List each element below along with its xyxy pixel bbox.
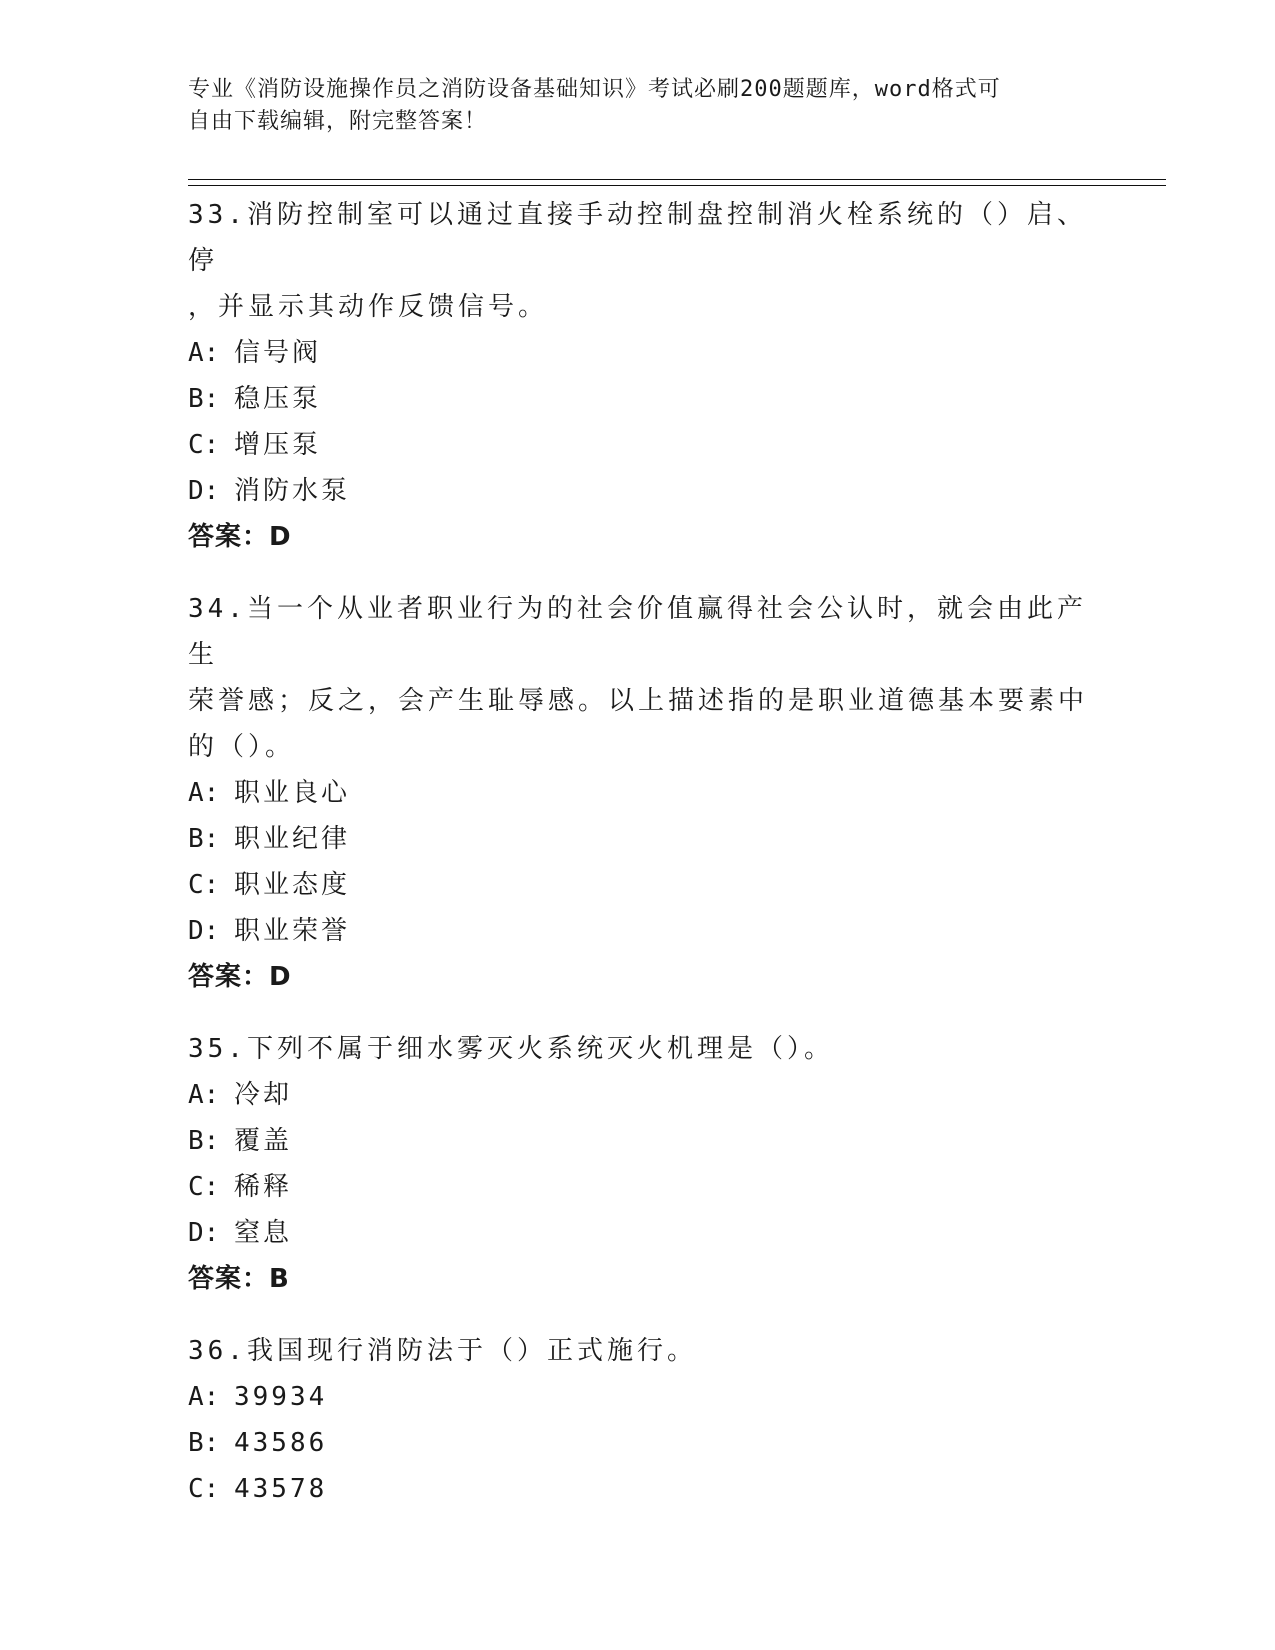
option-text: 冷却 [234,1080,293,1110]
option-c [188,422,1088,468]
question-3 [188,1026,1088,1302]
header-line-2: 自由下载编辑，附完整答案！ [188,109,488,134]
option-text: 窒息 [234,1218,293,1248]
header-line-1: 专业《消防设施操作员之消防设备基础知识》考试必刷200题题库，word格式可 [188,77,1001,102]
option-text: 覆盖 [234,1126,293,1156]
option-b [188,816,1088,862]
option-text: 职业纪律 [234,824,351,854]
option-text: 职业态度 [234,870,351,900]
option-letter: D: [188,1218,220,1248]
option-letter: C: [188,870,220,900]
option-b [188,1118,1088,1164]
option-a [188,1374,1088,1420]
header-divider-bottom [188,185,1166,186]
option-text: 43586 [234,1428,328,1458]
option-letter: D: [188,916,220,946]
question-stem-line: 36.我国现行消防法于（）正式施行。 [188,1336,697,1366]
answer-line: 答案：D [188,522,292,552]
option-letter: D: [188,476,220,506]
option-letter: C: [188,430,220,460]
option-text: 稀释 [234,1172,293,1202]
option-text: 稳压泵 [234,384,322,414]
option-a [188,1072,1088,1118]
document-header [188,74,1088,138]
question-1 [188,192,1088,560]
option-text: 39934 [234,1382,328,1412]
question-stem-line: 33.消防控制室可以通过直接手动控制盘控制消火栓系统的（）启、停 [188,200,1087,276]
question-4 [188,1328,1088,1512]
option-letter: C: [188,1172,220,1202]
answer-line: 答案：D [188,962,292,992]
question-stem-line: 荣誉感；反之，会产生耻辱感。以上描述指的是职业道德基本要素中 [188,686,1089,716]
answer-line: 答案：B [188,1264,290,1294]
question-stem-line: 35.下列不属于细水雾灭火系统灭火机理是（）。 [188,1034,834,1064]
option-b [188,376,1088,422]
question-stem-line: 的（）。 [188,732,296,762]
header-divider-top [188,179,1166,180]
question-stem-line: ，并显示其动作反馈信号。 [188,292,549,322]
option-text: 增压泵 [234,430,322,460]
option-d [188,908,1088,954]
option-c [188,1466,1088,1512]
option-text: 信号阀 [234,338,322,368]
option-letter: A: [188,778,220,808]
option-c [188,1164,1088,1210]
option-letter: B: [188,1126,220,1156]
option-b [188,1420,1088,1466]
option-letter: B: [188,824,220,854]
option-text: 职业良心 [234,778,351,808]
option-c [188,862,1088,908]
option-text: 职业荣誉 [234,916,351,946]
option-letter: C: [188,1474,220,1504]
question-stem-line: 34.当一个从业者职业行为的社会价值赢得社会公认时，就会由此产生 [188,594,1087,670]
option-letter: A: [188,1382,220,1412]
question-2 [188,586,1088,1000]
option-d [188,1210,1088,1256]
option-a [188,330,1088,376]
option-letter: A: [188,1080,220,1110]
option-letter: B: [188,1428,220,1458]
option-text: 43578 [234,1474,328,1504]
question-list [188,192,1088,1538]
option-letter: B: [188,384,220,414]
option-letter: A: [188,338,220,368]
option-d [188,468,1088,514]
option-a [188,770,1088,816]
option-text: 消防水泵 [234,476,351,506]
